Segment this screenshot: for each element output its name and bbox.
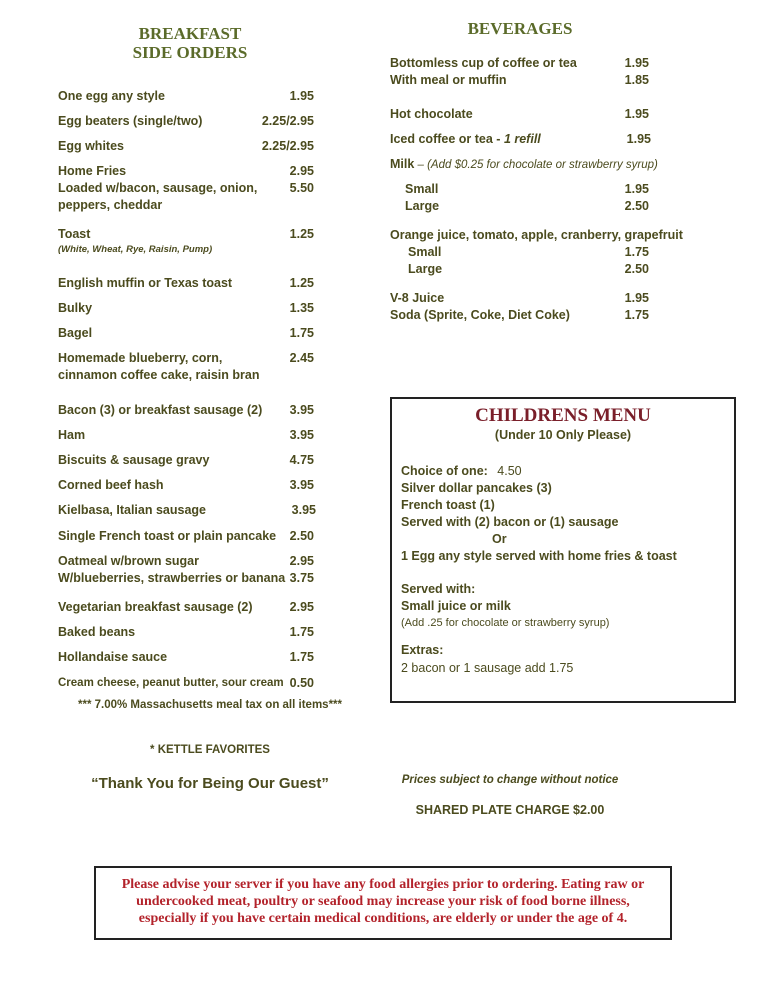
item-price: 3.95 — [291, 503, 316, 517]
menu-item — [58, 163, 320, 180]
bev-price: 1.95 — [624, 107, 649, 121]
item-price: 2.50 — [289, 529, 314, 543]
bev-name: Hot chocolate — [390, 107, 473, 121]
bev-note: – (Add $0.25 for chocolate or strawberry syrup) — [414, 159, 658, 171]
bev-item — [405, 198, 652, 215]
bev-name: Small — [408, 245, 442, 259]
item-price: 0.50 — [289, 676, 314, 690]
item-price: 2.95 — [289, 600, 314, 614]
item-note: (White, Wheat, Rye, Raisin, Pump) — [58, 244, 213, 255]
bev-name: V-8 Juice — [390, 291, 445, 305]
beverages-title: BEVERAGES — [467, 19, 573, 38]
shared-plate-charge: SHARED PLATE CHARGE $2.00 — [415, 803, 605, 817]
bev-name: Small — [405, 182, 439, 196]
item-price: 2.25/2.95 — [261, 114, 314, 128]
item-price: 1.95 — [289, 89, 314, 103]
item-name: Kielbasa, Italian sausage — [58, 503, 206, 517]
menu-item — [58, 427, 320, 444]
menu-item — [58, 477, 320, 494]
bev-item — [390, 227, 710, 244]
item-price: 1.35 — [289, 301, 314, 315]
item-name: Vegetarian breakfast sausage (2) — [58, 600, 253, 614]
bev-price: 1.75 — [624, 308, 649, 322]
kids-subtitle: (Under 10 Only Please) — [494, 428, 632, 442]
kids-served-with: Served with: — [401, 582, 476, 596]
kids-option: 1 Egg any style served with home fries & toast — [401, 549, 677, 563]
item-name: One egg any style — [58, 89, 165, 103]
item-name: Bagel — [58, 326, 93, 340]
item-name: Biscuits & sausage gravy — [58, 453, 210, 467]
item-price: 3.95 — [289, 478, 314, 492]
menu-item — [58, 300, 320, 317]
bev-item — [390, 106, 652, 123]
menu-item — [58, 275, 320, 292]
item-price: 1.25 — [289, 276, 314, 290]
item-price: 2.45 — [289, 351, 314, 365]
kids-choice-label: Choice of one: — [401, 464, 488, 478]
item-name: Ham — [58, 428, 86, 442]
item-name: Home Fries — [58, 164, 127, 178]
bev-price: 1.95 — [624, 56, 649, 70]
kids-extras-text: 2 bacon or 1 sausage add 1.75 — [401, 661, 574, 675]
menu-item — [58, 624, 320, 641]
menu-item — [58, 350, 320, 384]
item-price: 3.95 — [289, 428, 314, 442]
item-name-cont: peppers, cheddar — [58, 198, 163, 212]
kids-extras: Extras: — [401, 643, 444, 657]
bev-price: 2.50 — [624, 262, 649, 276]
menu-item — [58, 528, 320, 545]
bev-item — [390, 55, 652, 72]
bev-price: 2.50 — [624, 199, 649, 213]
menu-item — [58, 180, 320, 214]
bev-name: Orange juice, tomato, apple, cranberry, grapefruit — [390, 228, 683, 242]
kids-choice-price: 4.50 — [497, 464, 522, 478]
allergy-notice — [94, 866, 672, 940]
menu-item — [58, 599, 320, 616]
item-name: English muffin or Texas toast — [58, 276, 233, 290]
item-name: Oatmeal w/brown sugar — [58, 554, 200, 568]
item-name: Single French toast or plain pancake — [58, 529, 277, 543]
kids-or: Or — [492, 532, 507, 546]
item-price: 1.75 — [289, 326, 314, 340]
bev-name: Bottomless cup of coffee or tea — [390, 56, 577, 70]
item-name: Egg whites — [58, 139, 124, 153]
item-price: 1.25 — [289, 227, 314, 241]
item-price: 3.95 — [289, 403, 314, 417]
bev-price: 1.85 — [624, 73, 649, 87]
kids-option: Served with (2) bacon or (1) sausage — [401, 515, 619, 529]
kids-title: CHILDRENS MENU — [475, 405, 651, 426]
item-name: Bulky — [58, 301, 93, 315]
bev-price: 1.95 — [624, 182, 649, 196]
bev-item — [390, 72, 652, 89]
item-name: Baked beans — [58, 625, 136, 639]
allergy-text: Please advise your server if you have any food allergies prior to ordering. Eating raw or undercooked meat, poultry or seafood may increase your risk of food borne illness, especially if you have certain medical conditions, are elderly or under the age of 4. — [121, 877, 645, 926]
item-price: 2.95 — [289, 554, 314, 568]
item-price: 1.75 — [289, 625, 314, 639]
item-price: 4.75 — [289, 453, 314, 467]
item-name: Hollandaise sauce — [58, 650, 168, 664]
prices-note: Prices subject to change without notice — [401, 774, 619, 786]
bev-item — [408, 261, 652, 278]
kids-option: French toast (1) — [401, 498, 495, 512]
menu-item — [58, 88, 320, 105]
menu-item — [58, 402, 320, 419]
item-name: Toast — [58, 227, 91, 241]
item-price: 5.50 — [289, 181, 314, 195]
bev-name: Iced coffee or tea - — [390, 132, 504, 146]
bev-name: With meal or muffin — [390, 73, 507, 87]
item-name: Cream cheese, peanut butter, sour cream — [58, 677, 284, 689]
item-price-alt: 3.75 — [289, 571, 314, 585]
item-name-cont: W/blueberries, strawberries or banana — [58, 571, 286, 585]
bev-name: Milk — [390, 157, 415, 171]
kids-served-item: Small juice or milk — [401, 599, 511, 613]
item-name: Homemade blueberry, corn, — [58, 351, 223, 365]
bev-price: 1.95 — [626, 132, 651, 146]
menu-item — [58, 675, 320, 692]
item-price: 2.25/2.95 — [261, 139, 314, 153]
item-name: Loaded w/bacon, sausage, onion, — [58, 181, 258, 195]
menu-item — [58, 113, 320, 130]
kids-option: Silver dollar pancakes (3) — [401, 481, 552, 495]
thank-you: “Thank You for Being Our Guest” — [91, 775, 329, 792]
menu-item — [58, 452, 320, 469]
tax-note: *** 7.00% Massachusetts meal tax on all items*** — [78, 699, 342, 711]
item-name: Corned beef hash — [58, 478, 164, 492]
menu-item — [58, 502, 320, 519]
bev-item — [390, 307, 652, 324]
bev-price: 1.95 — [624, 291, 649, 305]
bev-name: Large — [408, 262, 443, 276]
bev-name: Large — [405, 199, 440, 213]
bev-item — [408, 244, 652, 261]
bev-item — [390, 156, 710, 174]
bev-item — [405, 181, 652, 198]
breakfast-title-line2: SIDE ORDERS — [132, 43, 248, 62]
item-name: Bacon (3) or breakfast sausage (2) — [58, 403, 263, 417]
bev-item — [390, 290, 652, 307]
item-name-cont: cinnamon coffee cake, raisin bran — [58, 368, 260, 382]
kettle-favorites: * KETTLE FAVORITES — [150, 744, 270, 756]
item-name: Egg beaters (single/two) — [58, 114, 203, 128]
kids-choice — [401, 463, 522, 480]
menu-item — [58, 649, 320, 666]
kids-extras-item — [401, 660, 573, 677]
menu-item — [58, 138, 320, 155]
bev-refill: 1 refill — [503, 132, 541, 146]
breakfast-title-line1: BREAKFAST — [138, 24, 242, 43]
item-price: 1.75 — [289, 650, 314, 664]
childrens-menu-box — [390, 397, 736, 703]
menu-item — [58, 553, 320, 587]
bev-price: 1.75 — [624, 245, 649, 259]
bev-item — [390, 131, 652, 148]
item-price: 2.95 — [289, 164, 314, 178]
breakfast-title — [110, 24, 270, 62]
kids-served-note: (Add .25 for chocolate or strawberry syrup) — [401, 617, 610, 629]
bev-name: Soda (Sprite, Coke, Diet Coke) — [390, 308, 570, 322]
menu-item — [58, 325, 320, 342]
menu-item — [58, 226, 320, 256]
